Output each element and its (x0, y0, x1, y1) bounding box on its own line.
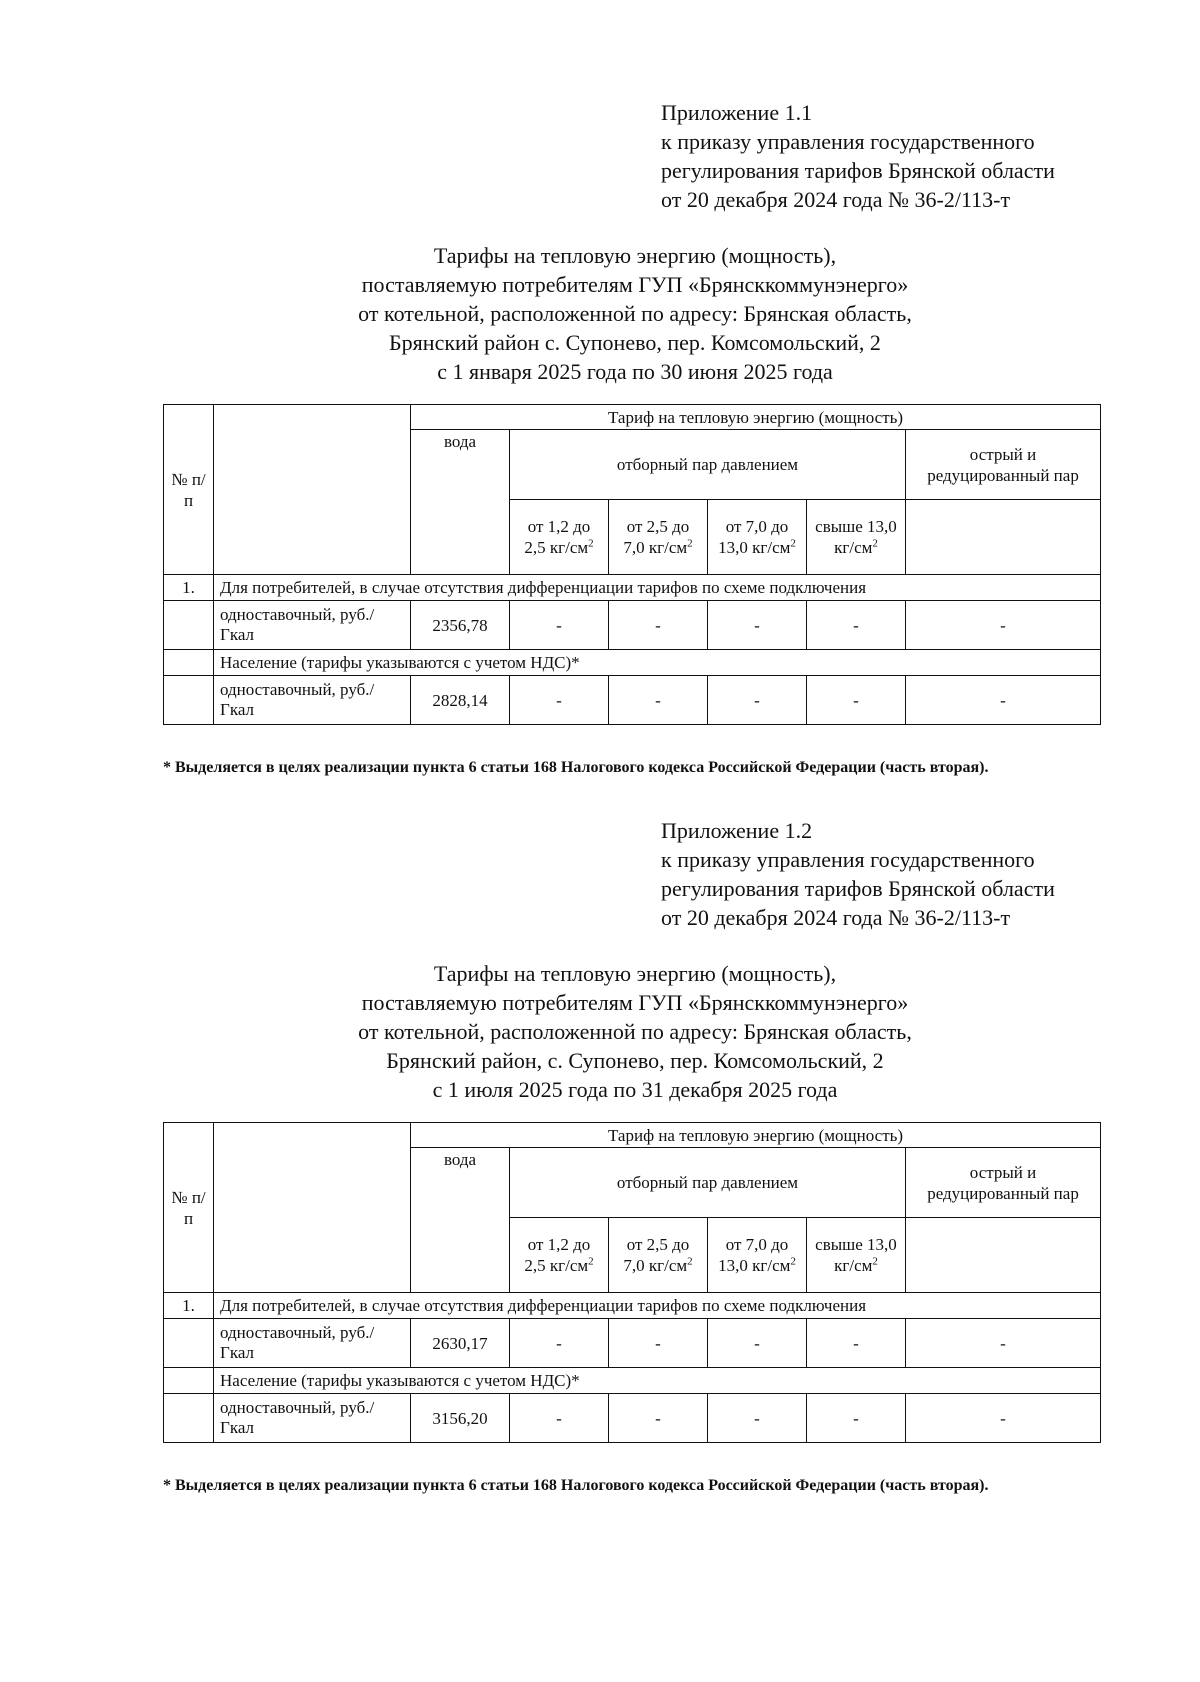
tariff-table (163, 1122, 1101, 1443)
tariff-value-empty: - (807, 676, 906, 725)
row-number-empty (164, 676, 214, 725)
title-period: с 1 января 2025 года по 30 июня 2025 года (437, 359, 833, 384)
tariff-value-water: 3156,20 (411, 1394, 510, 1443)
appendix-header (661, 98, 1141, 214)
tariff-value-empty: - (609, 1319, 708, 1368)
tariff-value-empty: - (906, 676, 1101, 725)
column-header-pressure-4: свыше 13,0 $кг/см^2$ (807, 500, 906, 575)
tariff-value-empty: - (807, 1394, 906, 1443)
row-number-empty (164, 650, 214, 676)
tariff-value-empty: - (906, 1319, 1101, 1368)
tariff-value-empty: - (708, 676, 807, 725)
title-line: от котельной, расположенной по адресу: Брянская область, (358, 301, 912, 326)
column-header-pressure-3: от 7,0 до 13,0 $кг/см^2$ (708, 1218, 807, 1293)
appendix-order-line: регулирования тарифов Брянской области (661, 158, 1055, 183)
row-number-empty (164, 1319, 214, 1368)
row-number-empty (164, 1368, 214, 1394)
appendix-number: Приложение 1.2 (661, 818, 813, 843)
tariff-value-empty: - (708, 1394, 807, 1443)
tariff-value-empty: - (708, 601, 807, 650)
tariff-value-empty: - (906, 1394, 1101, 1443)
column-header-sharp-steam: острый и редуцированный пар (906, 1148, 1101, 1218)
title-line: Тарифы на тепловую энергию (мощность), (433, 961, 837, 986)
tariff-value-empty: - (510, 1394, 609, 1443)
tariff-value-empty: - (708, 1319, 807, 1368)
column-header-pressure-2: от 2,5 до 7,0 $кг/см^2$ (609, 1218, 708, 1293)
row-label-single-rate: одноставочный, руб./Гкал (214, 1319, 411, 1368)
tariff-value-water: 2630,17 (411, 1319, 510, 1368)
column-header-sharp-steam: острый и редуцированный пар (906, 430, 1101, 500)
tariff-value-empty: - (609, 1394, 708, 1443)
tariff-value-water: 2356,78 (411, 601, 510, 650)
document-title (150, 241, 1120, 386)
tariff-value-empty: - (510, 601, 609, 650)
tariff-value-empty: - (510, 1319, 609, 1368)
column-header-number: № п/п (164, 405, 214, 575)
row-number: 1. (164, 1293, 214, 1319)
title-line: поставляемую потребителям ГУП «Брянсккоммунэнерго» (361, 990, 909, 1015)
column-header-tariff: Тариф на тепловую энергию (мощность) (411, 405, 1101, 430)
tariff-value-empty: - (510, 676, 609, 725)
row-label-single-rate: одноставочный, руб./Гкал (214, 601, 411, 650)
column-header-empty (214, 1123, 411, 1293)
tariff-value-empty: - (609, 601, 708, 650)
column-header-empty (906, 1218, 1101, 1293)
row-number-empty (164, 1394, 214, 1443)
column-header-pressure-1: от 1,2 до 2,5 $кг/см^2$ (510, 500, 609, 575)
title-line: Тарифы на тепловую энергию (мощность), (433, 243, 837, 268)
row-group-consumers: Для потребителей, в случае отсутствия дифференциации тарифов по схеме подключения (214, 1293, 1101, 1319)
document-title (150, 959, 1120, 1104)
appendix-order-date: от 20 декабря 2024 года № 36-2/113-т (661, 905, 1011, 930)
column-header-empty (906, 500, 1101, 575)
column-header-steam: отборный пар давлением (510, 1148, 906, 1218)
title-period: с 1 июля 2025 года по 31 декабря 2025 года (432, 1077, 838, 1102)
title-line: поставляемую потребителям ГУП «Брянсккоммунэнерго» (361, 272, 909, 297)
tariff-value-empty: - (906, 601, 1101, 650)
footnote: * Выделяется в целях реализации пункта 6 статьи 168 Налогового кодекса Российской Федерации (часть вторая). (163, 759, 989, 776)
row-label-single-rate: одноставочный, руб./Гкал (214, 676, 411, 725)
column-header-pressure-2: от 2,5 до 7,0 $кг/см^2$ (609, 500, 708, 575)
appendix-order-line: к приказу управления государственного (661, 847, 1035, 872)
footnote: * Выделяется в целях реализации пункта 6 статьи 168 Налогового кодекса Российской Федерации (часть вторая). (163, 1477, 989, 1494)
appendix-order-line: к приказу управления государственного (661, 129, 1035, 154)
column-header-water: вода (411, 430, 510, 575)
column-header-pressure-4: свыше 13,0 $кг/см^2$ (807, 1218, 906, 1293)
tariff-table (163, 404, 1101, 725)
column-header-number: № п/п (164, 1123, 214, 1293)
tariff-value-empty: - (807, 1319, 906, 1368)
row-number-empty (164, 601, 214, 650)
title-line: от котельной, расположенной по адресу: Брянская область, (358, 1019, 912, 1044)
row-group-population: Население (тарифы указываются с учетом НДС)* (214, 1368, 1101, 1394)
appendix-order-date: от 20 декабря 2024 года № 36-2/113-т (661, 187, 1011, 212)
column-header-pressure-3: от 7,0 до 13,0 $кг/см^2$ (708, 500, 807, 575)
title-line: Брянский район, с. Супонево, пер. Комсомольский, 2 (386, 1048, 884, 1073)
column-header-tariff: Тариф на тепловую энергию (мощность) (411, 1123, 1101, 1148)
row-group-consumers: Для потребителей, в случае отсутствия дифференциации тарифов по схеме подключения (214, 575, 1101, 601)
appendix-order-line: регулирования тарифов Брянской области (661, 876, 1055, 901)
column-header-water: вода (411, 1148, 510, 1293)
title-line: Брянский район с. Супонево, пер. Комсомольский, 2 (389, 330, 881, 355)
appendix-header (661, 816, 1141, 932)
column-header-steam: отборный пар давлением (510, 430, 906, 500)
row-label-single-rate: одноставочный, руб./Гкал (214, 1394, 411, 1443)
tariff-value-empty: - (609, 676, 708, 725)
appendix-number: Приложение 1.1 (661, 100, 813, 125)
tariff-value-water: 2828,14 (411, 676, 510, 725)
row-group-population: Население (тарифы указываются с учетом НДС)* (214, 650, 1101, 676)
row-number: 1. (164, 575, 214, 601)
column-header-empty (214, 405, 411, 575)
tariff-value-empty: - (807, 601, 906, 650)
column-header-pressure-1: от 1,2 до 2,5 $кг/см^2$ (510, 1218, 609, 1293)
